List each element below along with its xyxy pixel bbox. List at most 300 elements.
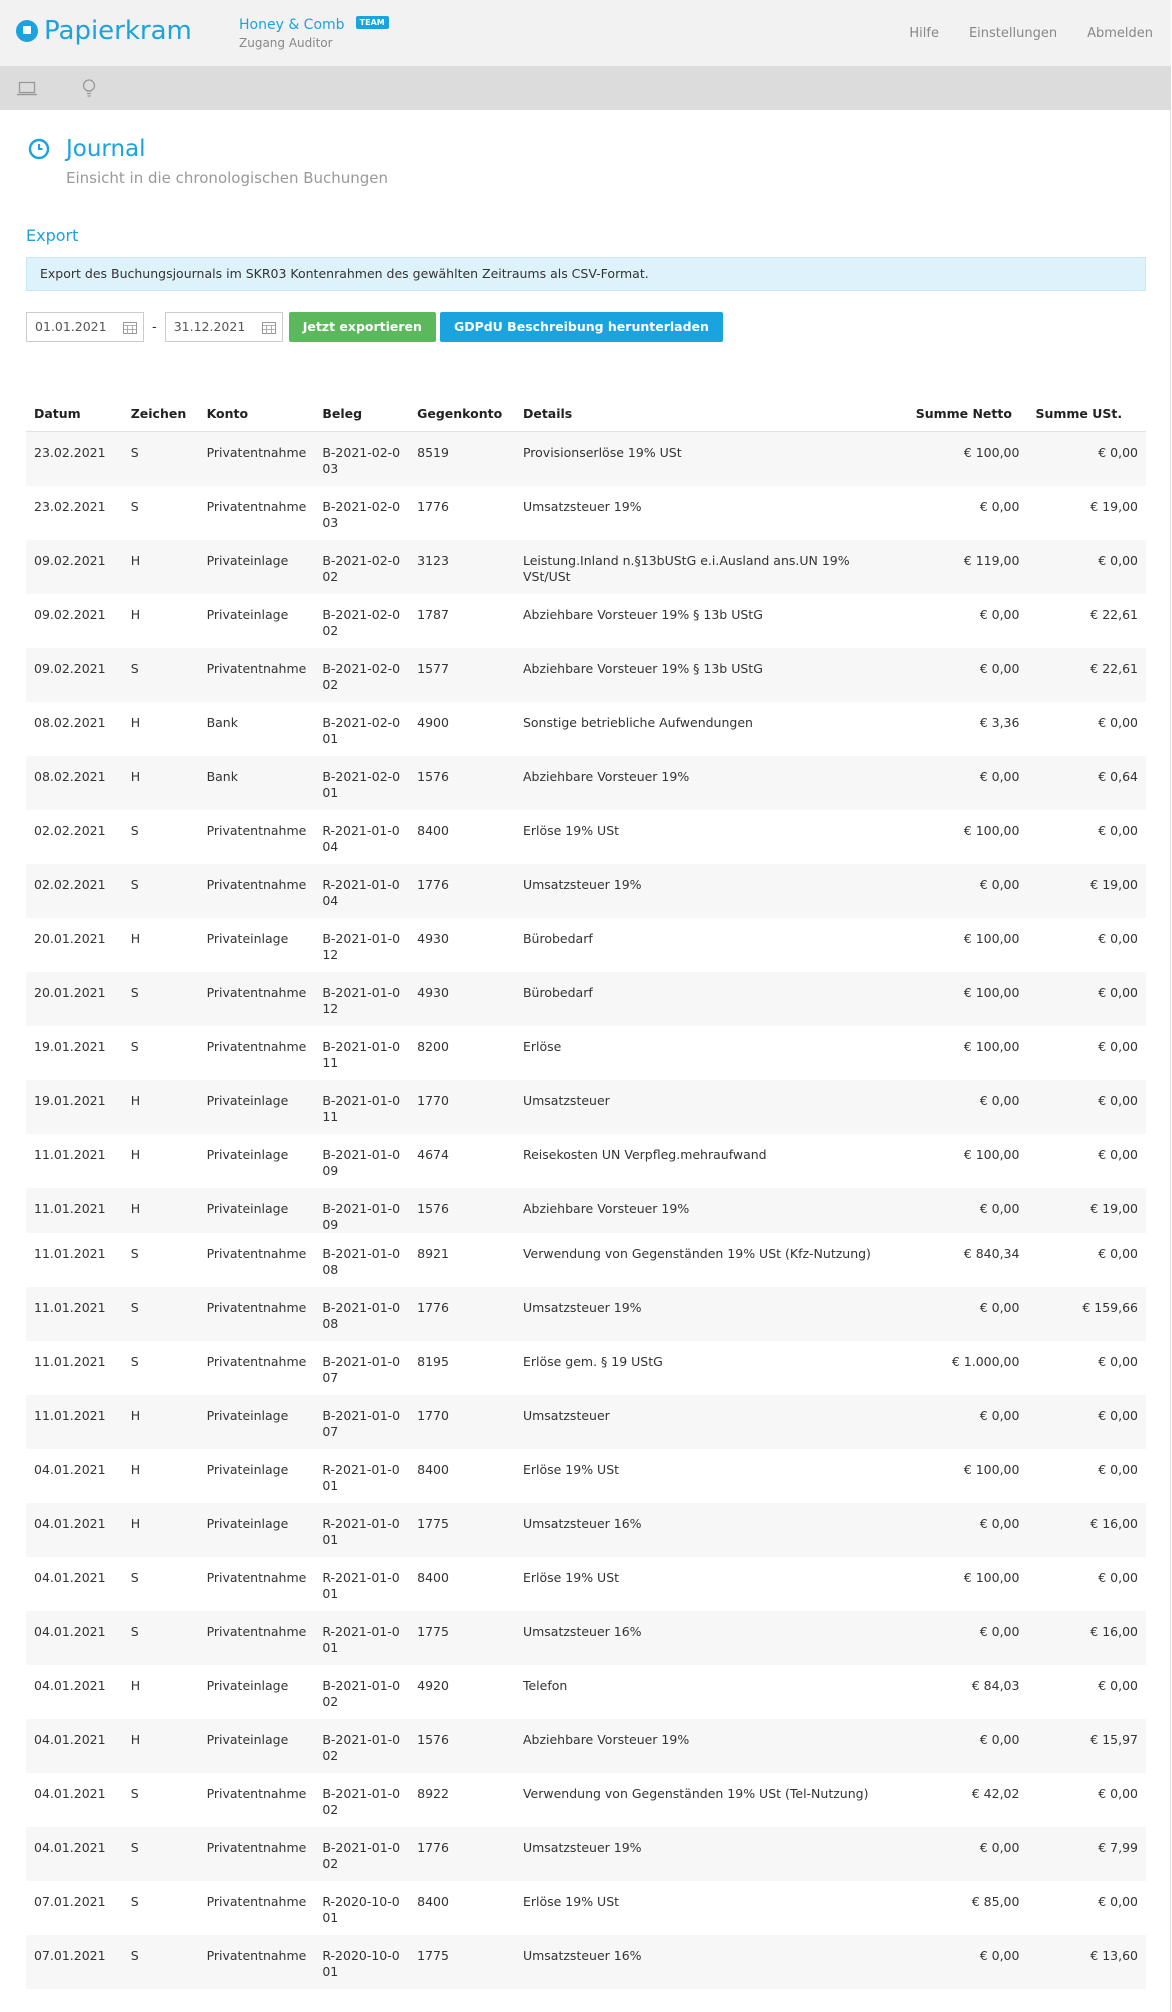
column-header-zeichen[interactable]: Zeichen <box>123 395 199 432</box>
cell-summe-ust: € 0,64 <box>1027 756 1146 810</box>
cell-summe-netto: € 100,00 <box>963 822 1020 838</box>
cell-summe-ust: € 19,00 <box>1027 864 1146 918</box>
table-row[interactable] <box>26 1773 1146 1827</box>
cell-details: Abziehbare Vorsteuer 19% § 13b UStG <box>522 606 763 622</box>
table-header-row <box>26 395 1146 432</box>
cell-gegenkonto: 1776 <box>409 864 515 918</box>
cell-summe-ust: € 0,00 <box>1098 930 1138 946</box>
cell-summe-ust: € 0,00 <box>1098 1245 1138 1261</box>
cell-beleg: B-2021-01-012 <box>314 972 409 1026</box>
date-from-input[interactable] <box>26 312 144 342</box>
cell-beleg: B-2021-02-002 <box>322 606 401 638</box>
cell-datum: 11.01.2021 <box>34 1146 106 1162</box>
cell-summe-netto: € 0,00 <box>908 1287 1028 1341</box>
cell-beleg: B-2021-01-009 <box>314 1188 409 1233</box>
cell-gegenkonto: 1776 <box>409 1827 515 1881</box>
cell-details: Bürobedarf <box>522 930 593 946</box>
table-row[interactable] <box>26 594 1146 648</box>
date-from-value: 01.01.2021 <box>35 319 107 334</box>
table-row[interactable] <box>26 756 1146 810</box>
cell-summe-netto: € 0,00 <box>908 1935 1028 1989</box>
cell-summe-netto: € 100,00 <box>963 1146 1020 1162</box>
cell-datum: 02.02.2021 <box>34 822 106 838</box>
cell-details: Erlöse <box>522 1038 562 1054</box>
cell-beleg: R-2020-10-001 <box>314 1935 409 1989</box>
table-row[interactable] <box>26 918 1146 972</box>
cell-summe-ust: € 15,97 <box>1027 1719 1146 1773</box>
account-role: Zugang Auditor <box>239 36 333 50</box>
cell-zeichen: S <box>130 1245 139 1261</box>
cell-details: Sonstige betriebliche Aufwendungen <box>522 714 753 730</box>
table-row[interactable] <box>26 972 1146 1026</box>
cell-summe-netto: € 0,00 <box>908 864 1028 918</box>
table-row[interactable] <box>26 1395 1146 1449</box>
cell-gegenkonto: 3123 <box>409 540 515 594</box>
cell-datum: 11.01.2021 <box>34 1245 106 1261</box>
cell-konto: Privateinlage <box>199 1080 315 1134</box>
cell-summe-ust: € 16,00 <box>1027 1503 1146 1557</box>
cell-gegenkonto: 8400 <box>417 1569 449 1585</box>
cell-details: Abziehbare Vorsteuer 19% <box>515 1719 908 1773</box>
account-name[interactable]: Honey & Comb <box>239 17 345 33</box>
cell-gegenkonto: 4920 <box>417 1677 449 1693</box>
cell-details: Bürobedarf <box>515 972 908 1026</box>
cell-konto: Privatentnahme <box>199 972 315 1026</box>
cell-datum: 11.01.2021 <box>26 1188 123 1233</box>
table-row[interactable] <box>26 648 1146 702</box>
cell-summe-netto: € 0,00 <box>908 648 1028 702</box>
cell-summe-ust: € 0,00 <box>1098 1893 1138 1909</box>
cell-gegenkonto: 8922 <box>417 1785 449 1801</box>
cell-zeichen: S <box>123 1935 199 1989</box>
cell-konto: Privatentnahme <box>206 1569 307 1585</box>
cell-summe-netto: € 0,00 <box>908 1827 1028 1881</box>
cell-summe-netto: € 0,00 <box>908 1188 1028 1233</box>
cell-konto: Bank <box>199 756 315 810</box>
cell-details: Erlöse gem. § 19 UStG <box>522 1353 663 1369</box>
table-row[interactable] <box>26 1557 1146 1611</box>
cell-beleg: B-2021-01-002 <box>322 1785 401 1817</box>
top-bar <box>0 0 1171 66</box>
cell-zeichen: S <box>130 1785 139 1801</box>
calendar-icon[interactable] <box>123 321 137 334</box>
cell-details: Verwendung von Gegenständen 19% USt (Kfz-Nutzung) <box>522 1245 871 1261</box>
cell-konto: Privatentnahme <box>206 1353 307 1369</box>
cell-zeichen: S <box>130 822 139 838</box>
cell-konto: Privatentnahme <box>206 498 307 514</box>
cell-zeichen: S <box>130 498 139 514</box>
cell-details: Umsatzsteuer 16% <box>515 1935 908 1989</box>
cell-summe-ust: € 19,00 <box>1027 1188 1146 1233</box>
cell-summe-netto: € 840,34 <box>963 1245 1020 1261</box>
table-row[interactable] <box>26 486 1146 540</box>
top-nav <box>879 26 1153 41</box>
table-row[interactable] <box>26 1134 1146 1188</box>
cell-gegenkonto: 1576 <box>409 756 515 810</box>
cell-beleg: B-2021-02-002 <box>314 648 409 702</box>
cell-summe-netto: € 0,00 <box>908 1719 1028 1773</box>
cell-konto: Privatentnahme <box>199 1287 315 1341</box>
table-row[interactable] <box>26 1827 1146 1881</box>
cell-beleg: B-2021-01-002 <box>322 1677 401 1709</box>
cell-details: Erlöse 19% USt <box>522 1569 620 1585</box>
column-header-datum[interactable]: Datum <box>26 395 123 432</box>
cell-datum: 19.01.2021 <box>26 1080 123 1134</box>
cell-konto: Privateinlage <box>199 1188 315 1233</box>
column-header-summe-netto[interactable]: Summe Netto <box>908 395 1028 432</box>
cell-beleg: R-2021-01-004 <box>322 822 400 854</box>
table-row[interactable] <box>26 1026 1146 1080</box>
cell-summe-ust: € 0,00 <box>1098 1785 1138 1801</box>
table-row[interactable] <box>26 1881 1146 1935</box>
cell-zeichen: S <box>123 648 199 702</box>
cell-beleg: B-2021-02-003 <box>322 498 401 530</box>
cell-zeichen: H <box>123 1080 199 1134</box>
cell-datum: 04.01.2021 <box>34 1461 106 1477</box>
cell-zeichen: H <box>130 1146 141 1162</box>
calendar-icon[interactable] <box>262 321 276 334</box>
table-row[interactable] <box>26 1503 1146 1557</box>
cell-datum: 02.02.2021 <box>26 864 123 918</box>
cell-gegenkonto: 8195 <box>417 1353 449 1369</box>
sub-toolbar <box>0 66 1171 110</box>
cell-summe-netto: € 100,00 <box>963 930 1020 946</box>
cell-details: Umsatzsteuer 19% <box>515 1287 908 1341</box>
cell-konto: Privateinlage <box>206 606 289 622</box>
cell-summe-ust: € 19,00 <box>1090 498 1138 514</box>
export-info-box: Export des Buchungsjournals im SKR03 Kontenrahmen des gewählten Zeitraums als CSV-Format. <box>26 257 1146 291</box>
cell-beleg: B-2021-01-011 <box>314 1080 409 1134</box>
cell-konto: Privatentnahme <box>199 864 315 918</box>
cell-summe-ust: € 22,61 <box>1027 648 1146 702</box>
date-separator: - <box>152 319 157 335</box>
cell-details: Erlöse 19% USt <box>522 1893 620 1909</box>
cell-beleg: B-2021-01-002 <box>314 1827 409 1881</box>
cell-gegenkonto: 1770 <box>409 1395 515 1449</box>
table-row[interactable] <box>26 1449 1146 1503</box>
cell-summe-ust: € 0,00 <box>1027 972 1146 1026</box>
cell-konto: Privatentnahme <box>199 1827 315 1881</box>
cell-summe-netto: € 0,00 <box>979 606 1020 622</box>
cell-zeichen: S <box>130 1038 139 1054</box>
cell-details: Umsatzsteuer <box>515 1395 908 1449</box>
cell-summe-ust: € 0,00 <box>1098 1146 1138 1162</box>
cell-details: Umsatzsteuer 16% <box>515 1611 908 1665</box>
table-row[interactable] <box>26 1935 1146 1989</box>
date-to-input[interactable] <box>165 312 283 342</box>
column-header-summe-ust[interactable]: Summe USt. <box>1027 395 1146 432</box>
export-controls <box>26 312 723 342</box>
cell-datum: 11.01.2021 <box>26 1287 123 1341</box>
cell-zeichen: H <box>123 1503 199 1557</box>
nav-help-link[interactable]: Hilfe <box>909 26 939 41</box>
table-row[interactable] <box>26 1080 1146 1134</box>
cell-beleg: B-2021-01-011 <box>322 1038 401 1070</box>
cell-konto: Privateinlage <box>206 1146 289 1162</box>
cell-konto: Privatentnahme <box>199 648 315 702</box>
table-row[interactable] <box>26 1188 1146 1233</box>
cell-details: Umsatzsteuer 19% <box>522 498 642 514</box>
cell-datum: 07.01.2021 <box>34 1893 106 1909</box>
cell-summe-netto: € 100,00 <box>908 432 1028 486</box>
cell-summe-ust: € 0,00 <box>1098 714 1138 730</box>
cell-konto: Privateinlage <box>206 1677 289 1693</box>
cell-summe-netto: € 0,00 <box>979 498 1020 514</box>
cell-summe-ust: € 159,66 <box>1027 1287 1146 1341</box>
journal-body <box>26 432 1146 1989</box>
laptop-icon[interactable] <box>16 78 38 98</box>
cell-gegenkonto: 1776 <box>417 498 449 514</box>
cell-details: Abziehbare Vorsteuer 19% § 13b UStG <box>515 648 908 702</box>
cell-gegenkonto: 4930 <box>409 972 515 1026</box>
cell-gegenkonto: 1577 <box>409 648 515 702</box>
cell-summe-netto: € 100,00 <box>908 972 1028 1026</box>
cell-datum: 08.02.2021 <box>26 756 123 810</box>
app-logo[interactable] <box>16 15 192 47</box>
cell-konto: Privatentnahme <box>206 1893 307 1909</box>
cell-summe-ust: € 0,00 <box>1098 1569 1138 1585</box>
cell-beleg: R-2021-01-001 <box>322 1461 400 1493</box>
table-row[interactable] <box>26 1233 1146 1287</box>
clock-icon <box>28 138 50 160</box>
cell-summe-netto: € 85,00 <box>971 1893 1020 1909</box>
cell-datum: 04.01.2021 <box>34 1785 106 1801</box>
team-badge: TEAM <box>356 16 389 29</box>
cell-gegenkonto: 8921 <box>417 1245 449 1261</box>
cell-konto: Privatentnahme <box>206 1785 307 1801</box>
cell-zeichen: S <box>123 972 199 1026</box>
cell-datum: 23.02.2021 <box>34 498 106 514</box>
cell-summe-ust: € 0,00 <box>1027 1395 1146 1449</box>
column-header-details[interactable]: Details <box>515 395 908 432</box>
page-title: Journal <box>66 136 146 162</box>
cell-konto: Privateinlage <box>199 1503 315 1557</box>
cell-zeichen: S <box>123 864 199 918</box>
cell-datum: 04.01.2021 <box>26 1611 123 1665</box>
date-to-value: 31.12.2021 <box>173 319 246 334</box>
cell-summe-ust: € 16,00 <box>1027 1611 1146 1665</box>
cell-details: Umsatzsteuer 16% <box>515 1503 908 1557</box>
cell-datum: 04.01.2021 <box>26 1827 123 1881</box>
cell-summe-netto: € 0,00 <box>908 1503 1028 1557</box>
cell-datum: 11.01.2021 <box>34 1353 106 1369</box>
cell-summe-netto: € 100,00 <box>963 1038 1020 1054</box>
cell-datum: 04.01.2021 <box>34 1677 106 1693</box>
cell-gegenkonto: 8400 <box>417 822 449 838</box>
cell-details: Telefon <box>522 1677 568 1693</box>
column-header-konto[interactable]: Konto <box>199 395 315 432</box>
cell-details: Leistung.Inland n.§13bUStG e.i.Ausland ans.UN 19% VSt/USt <box>515 540 908 594</box>
cell-zeichen: H <box>130 1677 141 1693</box>
cell-gegenkonto: 4900 <box>417 714 449 730</box>
cell-summe-ust: € 0,00 <box>1098 1461 1138 1477</box>
cell-beleg: B-2021-02-001 <box>322 714 401 746</box>
cell-details: Abziehbare Vorsteuer 19% <box>515 1188 908 1233</box>
cell-details: Abziehbare Vorsteuer 19% <box>515 756 908 810</box>
journal-table <box>26 395 1146 1989</box>
cell-beleg: B-2021-01-008 <box>322 1245 401 1277</box>
cell-zeichen: S <box>123 1827 199 1881</box>
cell-gegenkonto: 8519 <box>409 432 515 486</box>
cell-summe-netto: € 100,00 <box>963 1569 1020 1585</box>
cell-details: Reisekosten UN Verpfleg.mehraufwand <box>522 1146 767 1162</box>
cell-gegenkonto: 8400 <box>417 1893 449 1909</box>
cell-gegenkonto: 8200 <box>417 1038 449 1054</box>
cell-gegenkonto: 1787 <box>417 606 449 622</box>
cell-beleg: B-2021-01-009 <box>322 1146 401 1178</box>
cell-beleg: B-2021-01-012 <box>322 930 401 962</box>
table-row[interactable] <box>26 1665 1146 1719</box>
cell-zeichen: H <box>123 540 199 594</box>
cell-datum: 11.01.2021 <box>26 1395 123 1449</box>
cell-summe-ust: € 0,00 <box>1098 1038 1138 1054</box>
cell-summe-netto: € 0,00 <box>908 1611 1028 1665</box>
table-row[interactable] <box>26 540 1146 594</box>
cell-details: Erlöse 19% USt <box>522 822 620 838</box>
cell-zeichen: H <box>130 930 141 946</box>
table-row[interactable] <box>26 432 1146 486</box>
cell-beleg: B-2021-01-002 <box>314 1719 409 1773</box>
cell-summe-ust: € 0,00 <box>1027 1080 1146 1134</box>
table-row[interactable] <box>26 810 1146 864</box>
cell-gegenkonto: 4674 <box>417 1146 449 1162</box>
cell-beleg: B-2021-02-001 <box>314 756 409 810</box>
logo-icon <box>16 20 38 42</box>
cell-details: Umsatzsteuer 19% <box>515 1827 908 1881</box>
cell-summe-ust: € 0,00 <box>1027 540 1146 594</box>
cell-zeichen: H <box>130 606 141 622</box>
cell-datum: 23.02.2021 <box>26 432 123 486</box>
cell-konto: Privateinlage <box>206 1461 289 1477</box>
cell-details: Umsatzsteuer <box>515 1080 908 1134</box>
cell-beleg: B-2021-01-007 <box>314 1395 409 1449</box>
cell-summe-netto: € 0,00 <box>908 1080 1028 1134</box>
cell-zeichen: S <box>123 432 199 486</box>
cell-zeichen: S <box>130 1569 139 1585</box>
cell-beleg: B-2021-02-002 <box>314 540 409 594</box>
cell-summe-ust: € 0,00 <box>1027 432 1146 486</box>
nav-settings-link[interactable]: Einstellungen <box>968 26 1058 41</box>
cell-summe-netto: € 3,36 <box>979 714 1020 730</box>
column-header-beleg[interactable]: Beleg <box>314 395 409 432</box>
cell-details: Erlöse 19% USt <box>522 1461 620 1477</box>
cell-konto: Privatentnahme <box>206 1038 307 1054</box>
cell-datum: 04.01.2021 <box>26 1719 123 1773</box>
cell-zeichen: H <box>130 714 141 730</box>
cell-summe-ust: € 0,00 <box>1098 1353 1138 1369</box>
cell-zeichen: S <box>123 1287 199 1341</box>
nav-logout-link[interactable]: Abmelden <box>1087 26 1153 41</box>
account-info <box>239 14 389 50</box>
cell-datum: 08.02.2021 <box>34 714 106 730</box>
cell-summe-ust: € 22,61 <box>1090 606 1138 622</box>
cell-konto: Privateinlage <box>199 1395 315 1449</box>
cell-gegenkonto: 4930 <box>417 930 449 946</box>
cell-konto: Privatentnahme <box>199 1935 315 1989</box>
export-section-title: Export <box>26 226 79 245</box>
table-row[interactable] <box>26 864 1146 918</box>
export-now-button[interactable]: Jetzt exportieren <box>289 312 436 342</box>
cell-summe-netto: € 100,00 <box>963 1461 1020 1477</box>
cell-beleg: B-2021-01-008 <box>314 1287 409 1341</box>
cell-datum: 09.02.2021 <box>26 540 123 594</box>
cell-details: Umsatzsteuer 19% <box>515 864 908 918</box>
logo-text: Papierkram <box>44 16 192 46</box>
cell-summe-netto: € 0,00 <box>908 1395 1028 1449</box>
cell-datum: 09.02.2021 <box>26 648 123 702</box>
cell-gegenkonto: 1775 <box>409 1935 515 1989</box>
cell-zeichen: S <box>130 1353 139 1369</box>
cell-summe-netto: € 0,00 <box>908 756 1028 810</box>
page-subtitle: Einsicht in die chronologischen Buchungen <box>66 169 389 187</box>
cell-beleg: R-2020-10-001 <box>322 1893 400 1925</box>
table-row[interactable] <box>26 1719 1146 1773</box>
column-header-gegenkonto[interactable]: Gegenkonto <box>409 395 515 432</box>
cell-datum: 09.02.2021 <box>34 606 106 622</box>
cell-summe-ust: € 7,99 <box>1027 1827 1146 1881</box>
cell-konto: Privatentnahme <box>199 1611 315 1665</box>
cell-gegenkonto: 1775 <box>409 1503 515 1557</box>
cell-gegenkonto: 8400 <box>417 1461 449 1477</box>
cell-zeichen: H <box>123 1395 199 1449</box>
cell-summe-netto: € 84,03 <box>971 1677 1020 1693</box>
cell-datum: 19.01.2021 <box>34 1038 106 1054</box>
cell-summe-ust: € 13,60 <box>1027 1935 1146 1989</box>
table-row[interactable] <box>26 702 1146 756</box>
cell-summe-ust: € 0,00 <box>1098 822 1138 838</box>
table-row[interactable] <box>26 1611 1146 1665</box>
cell-beleg: R-2021-01-001 <box>314 1503 409 1557</box>
lightbulb-icon[interactable] <box>78 78 100 98</box>
cell-datum: 07.01.2021 <box>26 1935 123 1989</box>
cell-summe-netto: € 119,00 <box>908 540 1028 594</box>
cell-konto: Privateinlage <box>199 1719 315 1773</box>
table-row[interactable] <box>26 1287 1146 1341</box>
cell-beleg: B-2021-01-007 <box>322 1353 401 1385</box>
cell-datum: 04.01.2021 <box>26 1503 123 1557</box>
cell-summe-netto: € 42,02 <box>971 1785 1020 1801</box>
cell-datum: 04.01.2021 <box>34 1569 106 1585</box>
cell-konto: Privateinlage <box>199 540 315 594</box>
cell-zeichen: H <box>123 756 199 810</box>
cell-details: Verwendung von Gegenständen 19% USt (Tel-Nutzung) <box>522 1785 869 1801</box>
cell-beleg: B-2021-02-003 <box>314 432 409 486</box>
table-row[interactable] <box>26 1341 1146 1395</box>
cell-datum: 20.01.2021 <box>34 930 106 946</box>
cell-gegenkonto: 1775 <box>409 1611 515 1665</box>
cell-gegenkonto: 1576 <box>409 1188 515 1233</box>
cell-zeichen: H <box>123 1188 199 1233</box>
cell-konto: Bank <box>206 714 238 730</box>
cell-datum: 20.01.2021 <box>26 972 123 1026</box>
cell-beleg: R-2021-01-004 <box>314 864 409 918</box>
cell-konto: Privatentnahme <box>206 822 307 838</box>
cell-summe-netto: € 1.000,00 <box>951 1353 1020 1369</box>
cell-gegenkonto: 1576 <box>409 1719 515 1773</box>
cell-konto: Privatentnahme <box>199 432 315 486</box>
cell-zeichen: H <box>130 1461 141 1477</box>
cell-gegenkonto: 1770 <box>409 1080 515 1134</box>
cell-zeichen: S <box>130 1893 139 1909</box>
cell-konto: Privatentnahme <box>206 1245 307 1261</box>
cell-beleg: R-2021-01-001 <box>314 1611 409 1665</box>
cell-beleg: R-2021-01-001 <box>322 1569 400 1601</box>
gdpdu-download-button[interactable]: GDPdU Beschreibung herunterladen <box>440 312 723 342</box>
cell-zeichen: S <box>123 1611 199 1665</box>
cell-summe-ust: € 0,00 <box>1098 1677 1138 1693</box>
cell-konto: Privateinlage <box>206 930 289 946</box>
cell-zeichen: H <box>123 1719 199 1773</box>
